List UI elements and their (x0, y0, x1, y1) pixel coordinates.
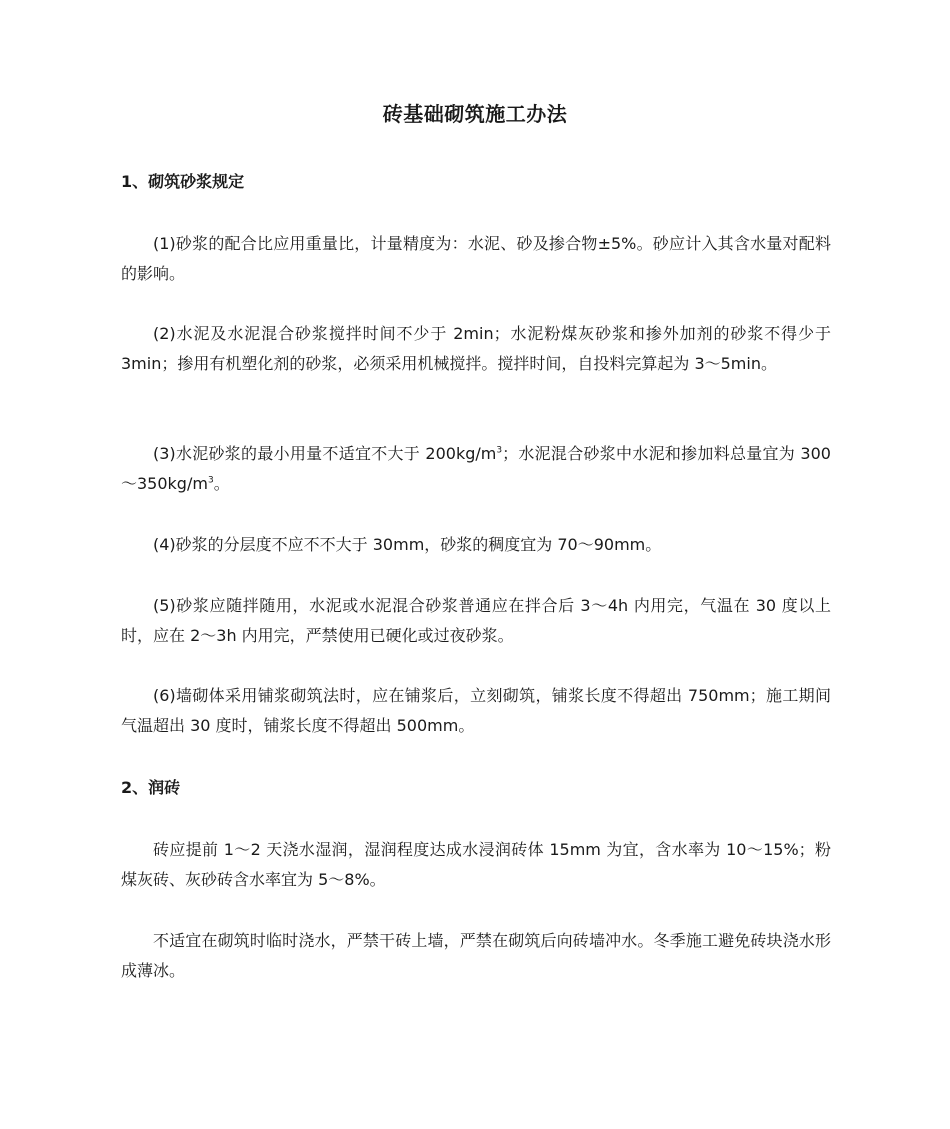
paragraph-mortar-3 (121, 439, 831, 499)
section-heading-mortar: 1、砌筑砂浆规定 (121, 172, 245, 191)
superscript-cubed: 3 (207, 475, 214, 486)
paragraph-mortar-2: (2)水泥及水泥混合砂浆搅拌时间不少于 2min；水泥粉煤灰砂浆和掺外加剂的砂浆不得少于 3min；掺用有机塑化剂的砂浆，必须采用机械搅拌。搅拌时间，自投料完算起为 3～5min。 (121, 324, 831, 373)
paragraph-mortar-1: (1)砂浆的配合比应用重量比，计量精度为：水泥、砂及掺合物±5%。砂应计入其含水量对配料的影响。 (121, 234, 831, 283)
superscript-cubed: 3 (496, 445, 503, 456)
paragraph-mortar-4: (4)砂浆的分层度不应不不大于 30mm，砂浆的稠度宜为 70～90mm。 (153, 535, 662, 554)
paragraph-mortar-3-part-b: ；水泥混合砂浆中水泥和掺加料总量宜为 300～350kg/m (121, 444, 831, 493)
paragraph-mortar-3-part-c: 。 (213, 474, 230, 493)
paragraph-wetting-1: 砖应提前 1～2 天浇水湿润，湿润程度达成水浸润砖体 15mm 为宜，含水率为 10～15%；粉煤灰砖、灰砂砖含水率宜为 5～8%。 (121, 840, 831, 889)
paragraph-wetting-2: 不适宜在砌筑时临时浇水，严禁干砖上墙，严禁在砌筑后向砖墙冲水。冬季施工避免砖块浇水形成薄冰。 (121, 931, 831, 980)
paragraph-mortar-5: (5)砂浆应随拌随用，水泥或水泥混合砂浆普通应在拌合后 3～4h 内用完，气温在 30 度以上时，应在 2～3h 内用完，严禁使用已硬化或过夜砂浆。 (121, 596, 831, 645)
document-title: 砖基础砌筑施工办法 (382, 102, 568, 126)
section-heading-wetting: 2、润砖 (121, 778, 181, 797)
paragraph-mortar-6: (6)墙砌体采用铺浆砌筑法时，应在铺浆后，立刻砌筑，铺浆长度不得超出 750mm；施工期间气温超出 30 度时，铺浆长度不得超出 500mm。 (121, 686, 831, 735)
paragraph-mortar-3-part-a: (3)水泥砂浆的最小用量不适宜不大于 200kg/m (153, 444, 497, 463)
